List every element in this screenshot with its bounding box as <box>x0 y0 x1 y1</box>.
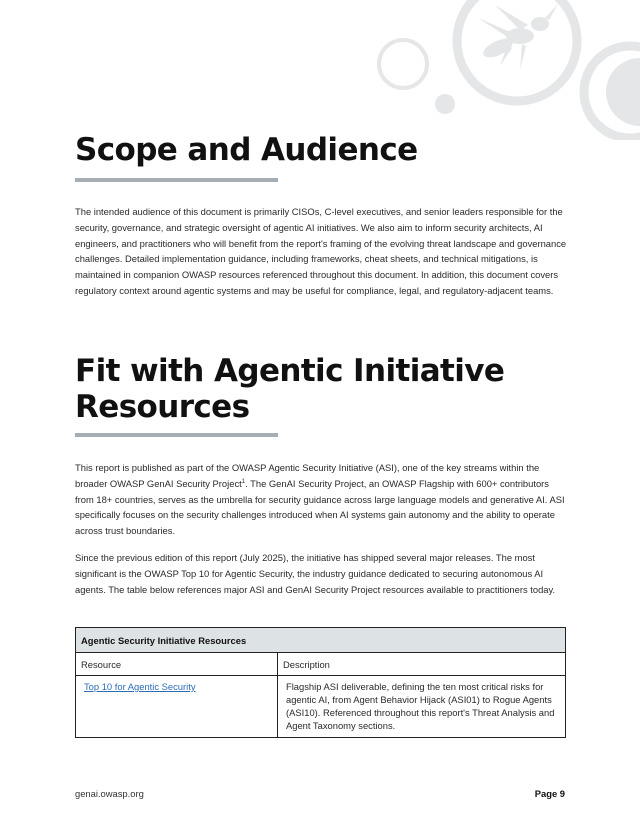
column-header-resource: Resource <box>76 653 278 676</box>
table-caption: Agentic Security Initiative Resources <box>76 628 566 653</box>
footnote-ref[interactable]: 1 <box>241 478 246 485</box>
fit-paragraph-2: Since the previous edition of this report (July 2025), the initiative has shipped several major releases. The most significant is the OWASP Top 10 for Agentic Security, the industry guidance dedicated to securing autonomous AI agents. The table below references major ASI and GenAI Security Project resources available to practitioners today. <box>75 552 556 595</box>
scope-heading: Scope and Audience <box>75 132 418 168</box>
resources-table <box>75 627 566 738</box>
heading-rule <box>75 433 278 437</box>
scope-paragraph: The intended audience of this document is primarily CISOs, C-level executives, and senior leaders responsible for the security, governance, and strategic oversight of agentic AI initiatives. We also aim to inform security architects, AI engineers, and practitioners who will benefit from the report's framing of the evolving threat landscape and governance challenges. Detailed implementation guidance, including frameworks, cheat sheets, and technical mitigations, is maintained in companion OWASP resources referenced throughout this document. In addition, this document covers regulatory context around agentic systems and may be useful for compliance, legal, and regulatory-adjacent teams. <box>75 206 567 296</box>
footer-site: genai.owasp.org <box>75 788 144 799</box>
decor-disk <box>606 58 640 126</box>
decorative-circles <box>0 0 640 140</box>
wasp-icon <box>478 4 558 70</box>
resource-link[interactable]: Top 10 for Agentic Security <box>84 681 196 692</box>
fit-paragraph-1 <box>75 460 567 539</box>
page-number: Page 9 <box>534 788 565 799</box>
table-row <box>76 676 566 738</box>
fit-heading-line2: Resources <box>75 389 250 425</box>
fit-paragraph-1-text-a: This report is published as part of the OWASP Agentic Security Initiative (ASI), one of the key streams within the broader OWASP GenAI Security Project <box>75 462 540 489</box>
decor-dot <box>435 94 455 114</box>
fit-heading-line1: Fit with Agentic Initiative <box>75 353 505 389</box>
resource-cell <box>76 676 278 738</box>
heading-rule <box>75 178 278 182</box>
decor-ring-logo <box>457 0 577 101</box>
column-header-description: Description <box>278 653 566 676</box>
fit-heading <box>75 353 504 425</box>
decor-ring-small <box>379 40 427 88</box>
description-cell: Flagship ASI deliverable, defining the ten most critical risks for agentic AI, from Agent Behavior Hijack (ASI01) to Rogue Agents (ASI10). Referenced throughout this report's Threat Analysis and Agent Taxonomy sections. <box>278 676 566 738</box>
fit-paragraph-1-text-b: . The GenAI Security Project, an OWASP Flagship with 600+ contributors from 18+ countries, serves as the umbrella for security guidance across large language models and generative AI. ASI specifically focuses on the security challenges introduced when AI systems gain autonomy and the ability to operate across trust boundaries. <box>75 477 565 537</box>
